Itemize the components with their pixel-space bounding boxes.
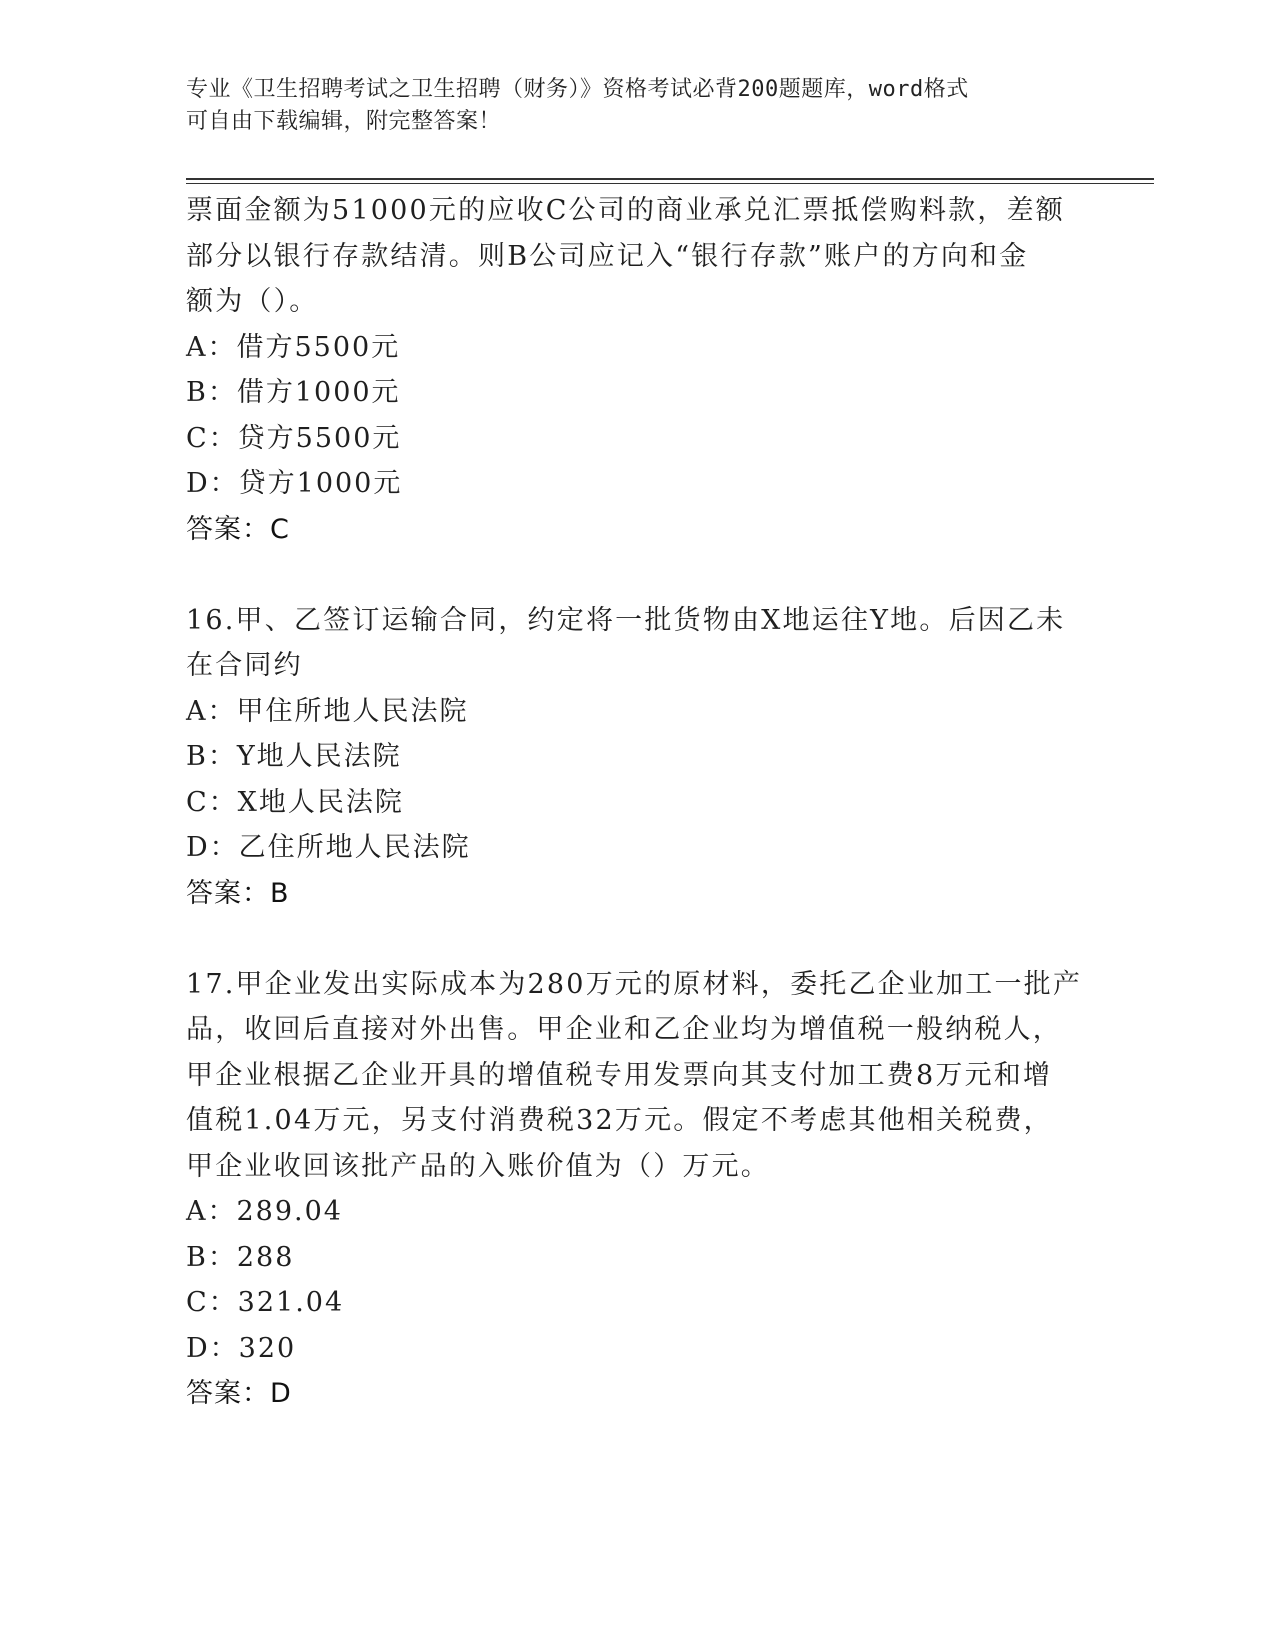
- option-b: B：288: [186, 1241, 295, 1273]
- answer: 答案：B: [186, 877, 290, 909]
- option-c: C：X地人民法院: [186, 786, 404, 818]
- option-a: A：借方5500元: [186, 331, 401, 363]
- question-text-line: 值税1.04万元，另支付消费税32万元。假定不考虑其他相关税费，: [186, 1105, 1053, 1136]
- question-text-line: 甲企业收回该批产品的入账价值为（）万元。: [186, 1150, 770, 1182]
- option-a: A：289.04: [186, 1196, 343, 1227]
- option-d: D：贷方1000元: [186, 468, 403, 499]
- option-d: D：320: [186, 1332, 297, 1364]
- question-text-line: 额为（）。: [186, 286, 319, 317]
- question-text-line: 品，收回后直接对外出售。甲企业和乙企业均为增值税一般纳税人，: [186, 1014, 1062, 1045]
- question-text-line: 16.甲、乙签订运输合同，约定将一批货物由X地运往Y地。后因乙未: [186, 604, 1066, 636]
- question-text-line: 票面金额为51000元的应收C公司的商业承兑汇票抵偿购料款，差额: [186, 195, 1065, 226]
- answer: 答案：D: [186, 1378, 292, 1409]
- option-a: A：甲住所地人民法院: [186, 695, 469, 727]
- document-header: [186, 74, 1086, 138]
- question-15: [186, 188, 1126, 552]
- header-line-1: 专业《卫生招聘考试之卫生招聘（财务）》资格考试必背200题题库，word格式: [186, 77, 969, 102]
- question-text-line: 17.甲企业发出实际成本为280万元的原材料，委托乙企业加工一批产: [186, 968, 1083, 1000]
- question-16: [186, 598, 1126, 917]
- option-b: B：借方1000元: [186, 377, 401, 408]
- question-text-line: 甲企业根据乙企业开具的增值税专用发票向其支付加工费8万元和增: [186, 1059, 1053, 1091]
- header-rule-thick: [186, 178, 1154, 180]
- question-text-line: 部分以银行存款结清。则B公司应记入“银行存款”账户的方向和金: [186, 240, 1029, 272]
- option-b: B：Y地人民法院: [186, 741, 402, 772]
- option-c: C：321.04: [186, 1287, 345, 1318]
- spacer: [186, 552, 1126, 598]
- header-line-2: 可自由下载编辑，附完整答案！: [186, 109, 502, 134]
- header-rule-thin: [186, 183, 1154, 184]
- question-list: [186, 188, 1126, 1417]
- option-c: C：贷方5500元: [186, 422, 402, 454]
- question-17: [186, 962, 1126, 1417]
- option-d: D：乙住所地人民法院: [186, 832, 471, 863]
- question-text-line: 在合同约: [186, 650, 303, 681]
- spacer: [186, 916, 1126, 962]
- answer: 答案：C: [186, 513, 290, 545]
